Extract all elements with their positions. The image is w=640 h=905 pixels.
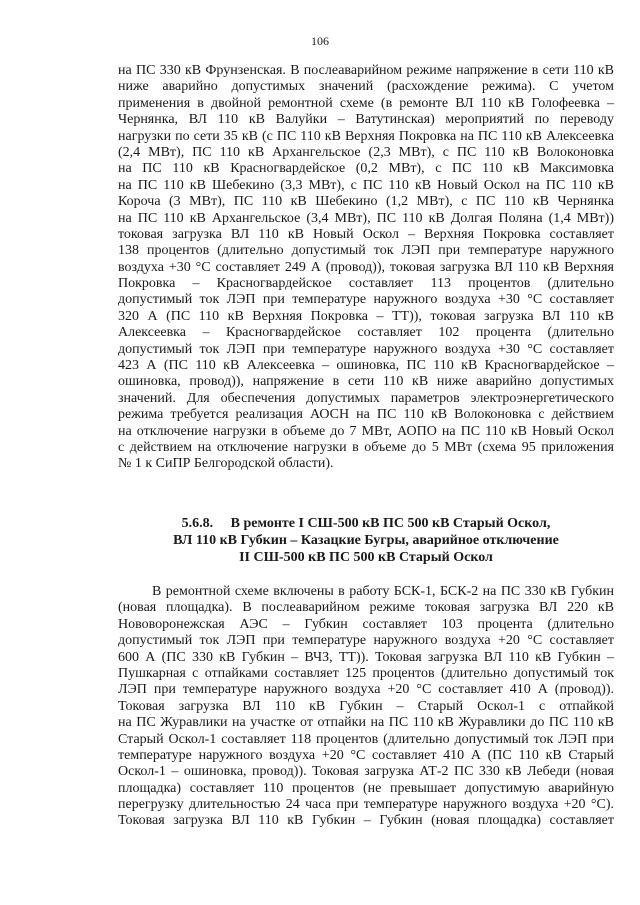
text-line: допустимый ток ЛЭП при температуре наружного воздуха +30 °С составляет bbox=[118, 341, 614, 357]
text-line: Пушкарная с отпайками составляет 125 процентов (длительно допустимый ток bbox=[118, 665, 614, 681]
text-line: (2,4 МВт), ПС 110 кВ Архангельское (2,3 МВт), с ПС 110 кВ Волоконовка bbox=[118, 144, 614, 160]
text-line: ЛЭП при температуре наружного воздуха +20 °С составляет 410 А (провод)). bbox=[118, 682, 614, 698]
text-line: Токовая загрузка ВЛ 110 кВ Губкин – Старый Оскол-1 с отпайкой bbox=[118, 698, 614, 714]
text-line: значений. Для обеспечения допустимых параметров электроэнергетического bbox=[118, 390, 614, 406]
text-line: Покровка – Красногвардейское составляет 113 процентов (длительно bbox=[118, 276, 614, 292]
text-line: перегрузку длительностью 24 часа при температуре наружного воздуха +20 °С). bbox=[118, 797, 614, 813]
text-line: токовая загрузка ВЛ 110 кВ Новый Оскол – Верхняя Покровка составляет bbox=[118, 226, 614, 242]
text-line: ниже аварийно допустимых значений (расхождение режима). С учетом bbox=[118, 79, 614, 95]
paragraph-2 bbox=[118, 584, 614, 830]
text-line: В ремонтной схеме включены в работу БСК-1, БСК-2 на ПС 330 кВ Губкин bbox=[152, 584, 614, 599]
text-line: на ПС 330 кВ Фрунзенская. В послеаварийном режиме напряжение в сети 110 кВ bbox=[118, 63, 614, 78]
paragraph-1 bbox=[118, 63, 614, 473]
text-line: № 1 к СиПР Белгородской области). bbox=[118, 456, 334, 472]
text-line: ошиновка, провод)), напряжение в сети 110 кВ ниже аварийно допустимых bbox=[118, 374, 614, 390]
text-line: Старый Оскол-1 составляет 118 процентов (длительно допустимый ток ЛЭП при bbox=[118, 731, 614, 747]
text-line: с действием на отключение нагрузки в объеме до 5 МВт (схема 95 приложения bbox=[118, 439, 614, 455]
text-line: воздуха +30 °С составляет 249 А (провод)), токовая загрузка ВЛ 110 кВ Верхняя bbox=[118, 259, 614, 275]
text-line: допустимый ток ЛЭП при температуре наружного воздуха +30 °С составляет bbox=[118, 292, 614, 308]
text-line: нагрузки по сети 35 кВ (с ПС 110 кВ Верхняя Покровка на ПС 110 кВ Алексеевка bbox=[118, 128, 614, 144]
text-line: режима требуется реализация АОСН на ПС 110 кВ Волоконовка с действием bbox=[118, 407, 614, 423]
text-line: допустимый ток ЛЭП при температуре наружного воздуха +20 °С составляет bbox=[118, 633, 614, 649]
text-line: на ПС 110 кВ Красногвардейское (0,2 МВт), с ПС 110 кВ Максимовка bbox=[118, 161, 614, 177]
section-heading bbox=[118, 515, 614, 566]
text-line: Короча (3 МВт), ПС 110 кВ Шебекино (1,2 МВт), с ПС 110 кВ Чернянка bbox=[118, 194, 614, 210]
text-line: на ПС Журавлики на участке от отпайки на ПС 110 кВ Журавлики до ПС 110 кВ bbox=[118, 715, 614, 731]
heading-line: 5.6.8. В ремонте I СШ-500 кВ ПС 500 кВ Старый Оскол, bbox=[181, 516, 551, 531]
text-line: 423 А (ПС 110 кВ Алексеевка – ошиновка, ПС 110 кВ Красногвардейское – bbox=[118, 358, 614, 374]
text-line: Алексеевка – Красногвардейское составляет 102 процента (длительно bbox=[118, 325, 614, 341]
page-number: 106 bbox=[311, 34, 329, 48]
text-line: на ПС 110 кВ Шебекино (3,3 МВт), с ПС 110 кВ Новый Оскол на ПС 110 кВ bbox=[118, 177, 614, 193]
text-line: Чернянка, ВЛ 110 кВ Валуйки – Ватутинская) мероприятий по переводу bbox=[118, 112, 614, 128]
text-line: 138 процентов (длительно допустимый ток ЛЭП при температуре наружного bbox=[118, 243, 614, 259]
text-line: Нововоронежская АЭС – Губкин составляет 103 процента (длительно bbox=[118, 616, 614, 632]
heading-line: ВЛ 110 кВ Губкин – Казацкие Бугры, аварийное отключение bbox=[173, 533, 559, 548]
text-line: Оскол-1 – ошиновка, провод)). Токовая загрузка АТ-2 ПС 330 кВ Лебеди (новая bbox=[118, 764, 614, 780]
text-line: 600 А (ПС 330 кВ Губкин – ВЧЗ, ТТ)). Токовая загрузка ВЛ 110 кВ Губкин – bbox=[118, 649, 614, 665]
text-line: 320 А (ПС 110 кВ Верхняя Покровка – ТТ)), токовая загрузка ВЛ 110 кВ bbox=[118, 308, 614, 324]
text-line: (новая площадка). В послеаварийном режиме токовая загрузка ВЛ 220 кВ bbox=[118, 600, 614, 616]
heading-line: II СШ-500 кВ ПС 500 кВ Старый Оскол bbox=[239, 550, 493, 565]
text-line: применения в двойной ремонтной схеме (в ремонте ВЛ 110 кВ Голофеевка – bbox=[118, 95, 614, 111]
text-line: на отключение нагрузки в объеме до 7 МВт, АОПО на ПС 110 кВ Новый Оскол bbox=[118, 423, 614, 439]
text-line: на ПС 110 кВ Архангельское (3,4 МВт), ПС 110 кВ Долгая Поляна (1,4 МВт)) bbox=[118, 210, 614, 226]
text-line: площадка) составляет 110 процентов (не превышает допустимую аварийную bbox=[118, 780, 614, 796]
text-line: Токовая загрузка ВЛ 110 кВ Губкин – Губкин (новая площадка) составляет bbox=[118, 813, 614, 829]
text-line: температуре наружного воздуха +20 °С составляет 410 А (ПС 110 кВ Старый bbox=[118, 747, 614, 763]
